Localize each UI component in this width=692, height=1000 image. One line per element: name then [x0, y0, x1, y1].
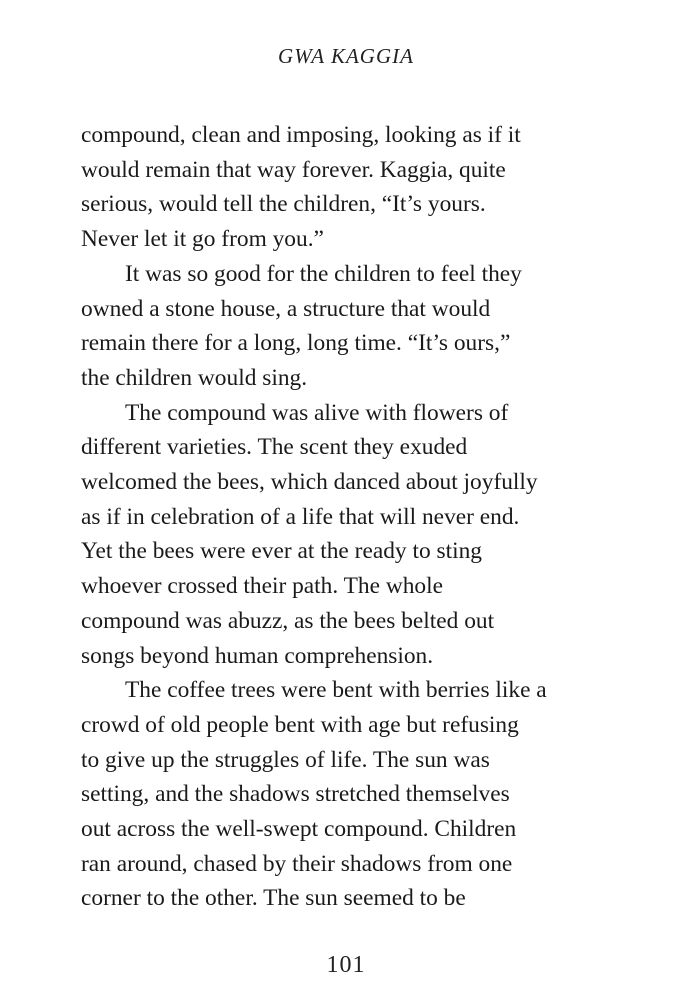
paragraph-first-line: It was so good for the children to feel they [125, 260, 522, 287]
text-line: Yet the bees were ever at the ready to sting [81, 538, 482, 565]
text-line: owned a stone house, a structure that would [81, 295, 491, 322]
text-line: compound was abuzz, as the bees belted out [81, 607, 495, 634]
body-text [81, 118, 601, 916]
text-line: songs beyond human comprehension. [81, 642, 434, 669]
paragraph-first-line: The compound was alive with flowers of [125, 399, 509, 426]
text-line: as if in celebration of a life that will never end. [81, 503, 520, 530]
text-line: the children would sing. [81, 364, 308, 391]
text-line: would remain that way forever. Kaggia, quite [81, 156, 506, 183]
text-line: remain there for a long, long time. “It’s ours,” [81, 330, 511, 357]
text-line: ran around, chased by their shadows from one [81, 850, 513, 877]
text-line: corner to the other. The sun seemed to be [81, 885, 466, 912]
text-line: Never let it go from you.” [81, 226, 324, 253]
text-line: serious, would tell the children, “It’s yours. [81, 191, 486, 218]
text-line: whoever crossed their path. The whole [81, 573, 444, 600]
text-line: different varieties. The scent they exuded [81, 434, 468, 461]
text-line: to give up the struggles of life. The sun was [81, 746, 490, 773]
text-line: welcomed the bees, which danced about joyfully [81, 469, 538, 496]
text-line: setting, and the shadows stretched themselves [81, 781, 510, 808]
paragraph-first-line: The coffee trees were bent with berries like a [125, 677, 547, 704]
page-number: 101 [326, 952, 366, 978]
text-line: crowd of old people bent with age but refusing [81, 711, 519, 738]
text-line: out across the well-swept compound. Children [81, 816, 517, 843]
text-line: compound, clean and imposing, looking as if it [81, 122, 521, 148]
running-head: GWA KAGGIA [278, 44, 414, 68]
